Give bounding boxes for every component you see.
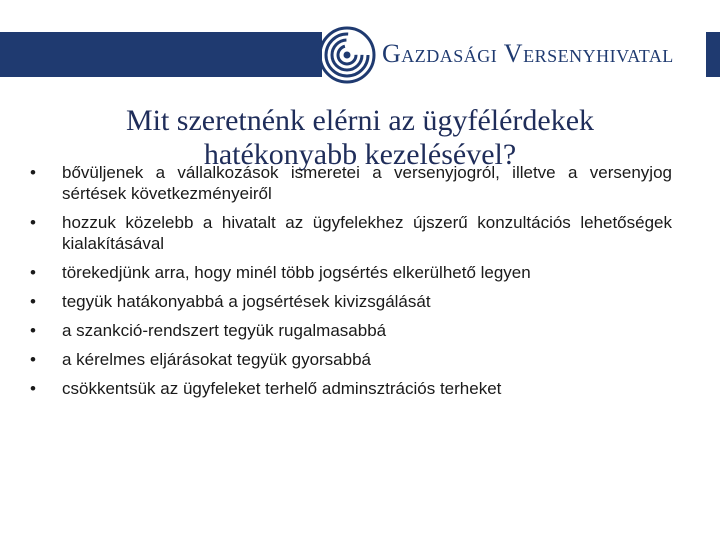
slide-title-line-2: hatékonyabb kezelésével? <box>203 138 517 171</box>
logo-text: Gazdasági Versenyhivatal <box>382 39 674 68</box>
bullet-item: • a szankció-rendszert tegyük rugalmasabbá <box>26 320 672 341</box>
header-bar <box>0 32 322 77</box>
header-bar-right <box>706 32 720 77</box>
slide-title-line-1: Mit szeretnénk elérni az ügyfélérdekek <box>125 104 595 137</box>
logo-spiral-icon <box>318 26 376 84</box>
bullet-list <box>26 162 672 407</box>
bullet-item: • tegyük hatákonyabbá a jogsértések kivizsgálását <box>26 291 672 312</box>
bullet-item: • bővüljenek a vállalkozások ismeretei a versenyjogról, illetve a versenyjog sértések következményeiről <box>26 162 672 204</box>
bullet-item: • a kérelmes eljárásokat tegyük gyorsabbá <box>26 349 672 370</box>
bullet-item: • csökkentsük az ügyfeleket terhelő adminsztrációs terheket <box>26 378 672 399</box>
bullet-item: • törekedjünk arra, hogy minél több jogsértés elkerülhető legyen <box>26 262 672 283</box>
bullet-item: • hozzuk közelebb a hivatalt az ügyfelekhez újszerű konzultációs lehetőségek kialakításával <box>26 212 672 254</box>
